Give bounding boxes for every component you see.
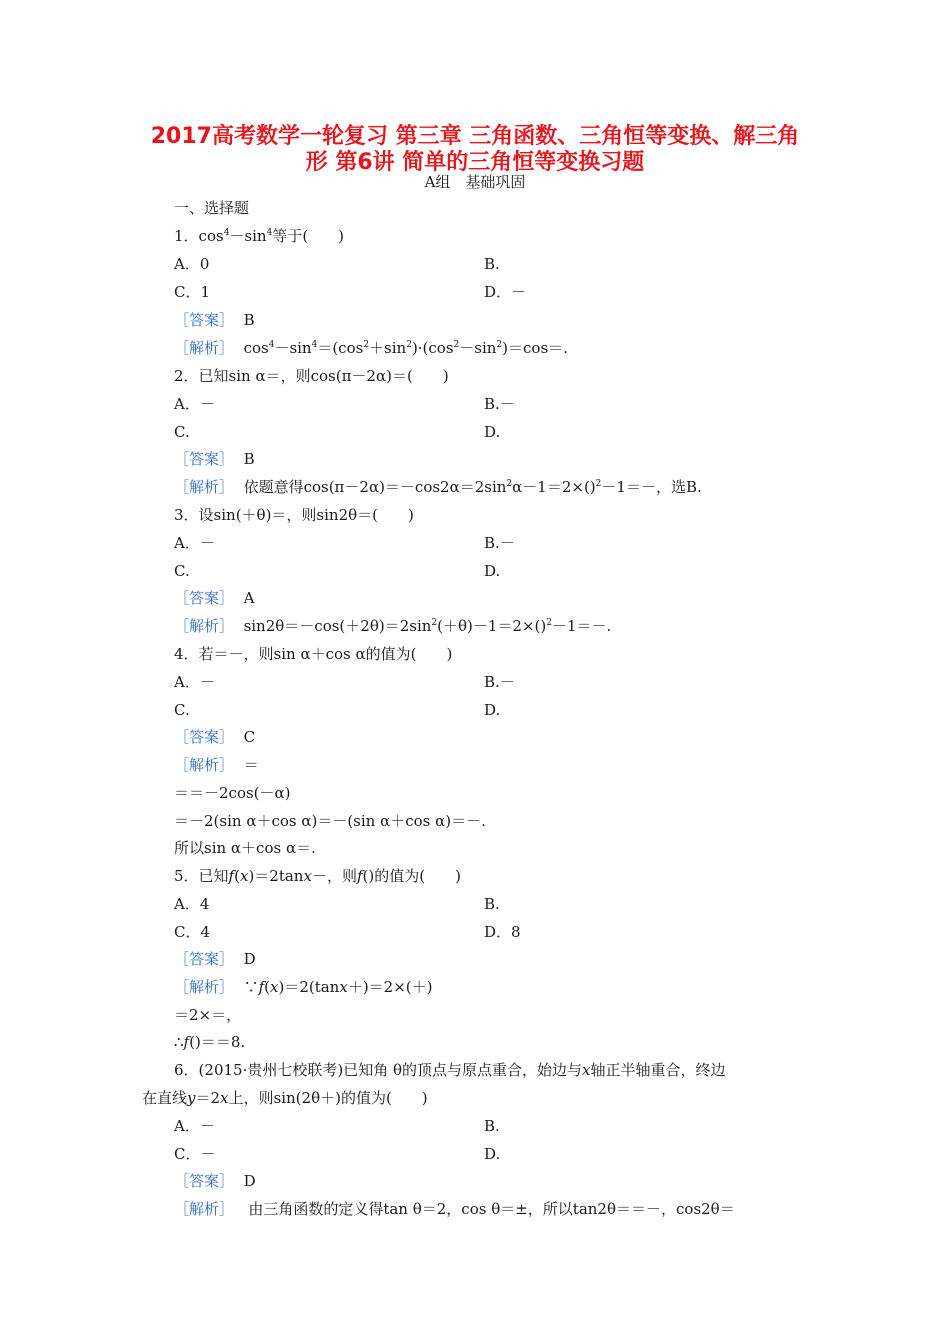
q1-option-a: A．0 [174,255,210,273]
q5-analysis-line-2: ＝2×＝， [174,1006,242,1024]
q4-answer: ［答案］ C [174,728,256,746]
q6-option-b: B. [484,1117,500,1135]
q5-answer: ［答案］ D [174,950,256,968]
q5-analysis: ［解析］ ∵f(x)＝2(tanx＋)＝2×(＋) [174,978,433,996]
q3-option-c: C. [174,562,190,580]
q1-analysis: ［解析］ $\cos^4-\sin^4=(\cos^2+\sin^2)\cdot(\cos^2-\sin^2)=\cos=$. [174,339,568,357]
q1-option-c: C．1 [174,283,211,301]
q2-option-d: D. [484,423,501,441]
q2-option-c: C. [174,423,190,441]
q5-analysis-line-3: ∴f()＝＝8. [174,1033,246,1051]
section-label: 一、选择题 [174,199,250,217]
q5-option-d: D．8 [484,923,521,941]
q4-analysis-line-3: ＝－2(sin α＋cos α)＝－(sin α＋cos α)＝－. [174,812,486,830]
q6-analysis: ［解析］ 由三角函数的定义得tan θ＝2，cos θ＝±，所以tan2θ＝＝－，cos2θ＝ [174,1200,735,1218]
q6-option-c: C．－ [174,1145,216,1163]
document-title-line-1: 2017高考数学一轮复习 第三章 三角函数、三角恒等变换、解三角 [150,124,800,149]
q6-stem-line-2: 在直线y＝2x上，则sin(2θ＋)的值为( ) [142,1089,428,1107]
document-title-line-2: 形 第6讲 简单的三角恒等变换习题 [305,150,645,175]
q2-answer: ［答案］ B [174,450,255,468]
q3-option-b: B.－ [484,534,515,552]
q1-answer: ［答案］ B [174,311,255,329]
q2-option-a: A．－ [174,395,215,413]
q3-option-d: D. [484,562,501,580]
q4-option-b: B.－ [484,673,515,691]
q4-analysis-line-2: ＝＝－2cos(－α) [174,784,291,802]
q4-analysis: ［解析］ ＝ [174,756,259,774]
q5-option-c: C．4 [174,923,211,941]
q3-answer: ［答案］ A [174,589,255,607]
q3-stem: 3．设sin(＋θ)＝，则sin2θ＝( ) [174,506,414,524]
q2-option-b: B.－ [484,395,515,413]
q5-option-a: A．4 [174,895,210,913]
q4-stem: 4．若＝－，则sin α＋cos α的值为( ) [174,645,453,663]
q2-stem: 2．已知sin α＝，则cos(π－2α)＝( ) [174,367,449,385]
q1-stem: 1．$\cos^4-\sin^4$等于( ) [174,227,345,245]
q1-option-d: D．－ [484,283,527,301]
q4-option-d: D. [484,701,501,719]
q5-stem: 5．已知f(x)＝2tanx－，则f()的值为( ) [174,867,461,885]
q6-option-a: A．－ [174,1117,215,1135]
q6-option-d: D. [484,1145,501,1163]
q4-option-a: A．－ [174,673,215,691]
q4-analysis-line-4: 所以sin α＋cos α＝. [174,839,316,857]
q5-option-b: B. [484,895,500,913]
q3-analysis: ［解析］ $\sin 2\theta=-\cos(+2\theta)=2\sin^2(+\theta)-1=2\times()^2-1=-$. [174,617,612,635]
q1-option-b: B. [484,255,500,273]
q6-stem: 6．(2015·贵州七校联考)已知角 θ的顶点与原点重合，始边与x轴正半轴重合，终边 [174,1061,726,1079]
q3-option-a: A．－ [174,534,215,552]
group-label: A组 基础巩固 [424,173,526,191]
q4-option-c: C. [174,701,190,719]
q2-analysis: ［解析］ 依题意得$\cos(\pi-2\alpha)=-\cos 2\alpha=2\sin^2\alpha-1=2\times()^2-1=-$，选B. [174,478,702,496]
q6-answer: ［答案］ D [174,1172,256,1190]
